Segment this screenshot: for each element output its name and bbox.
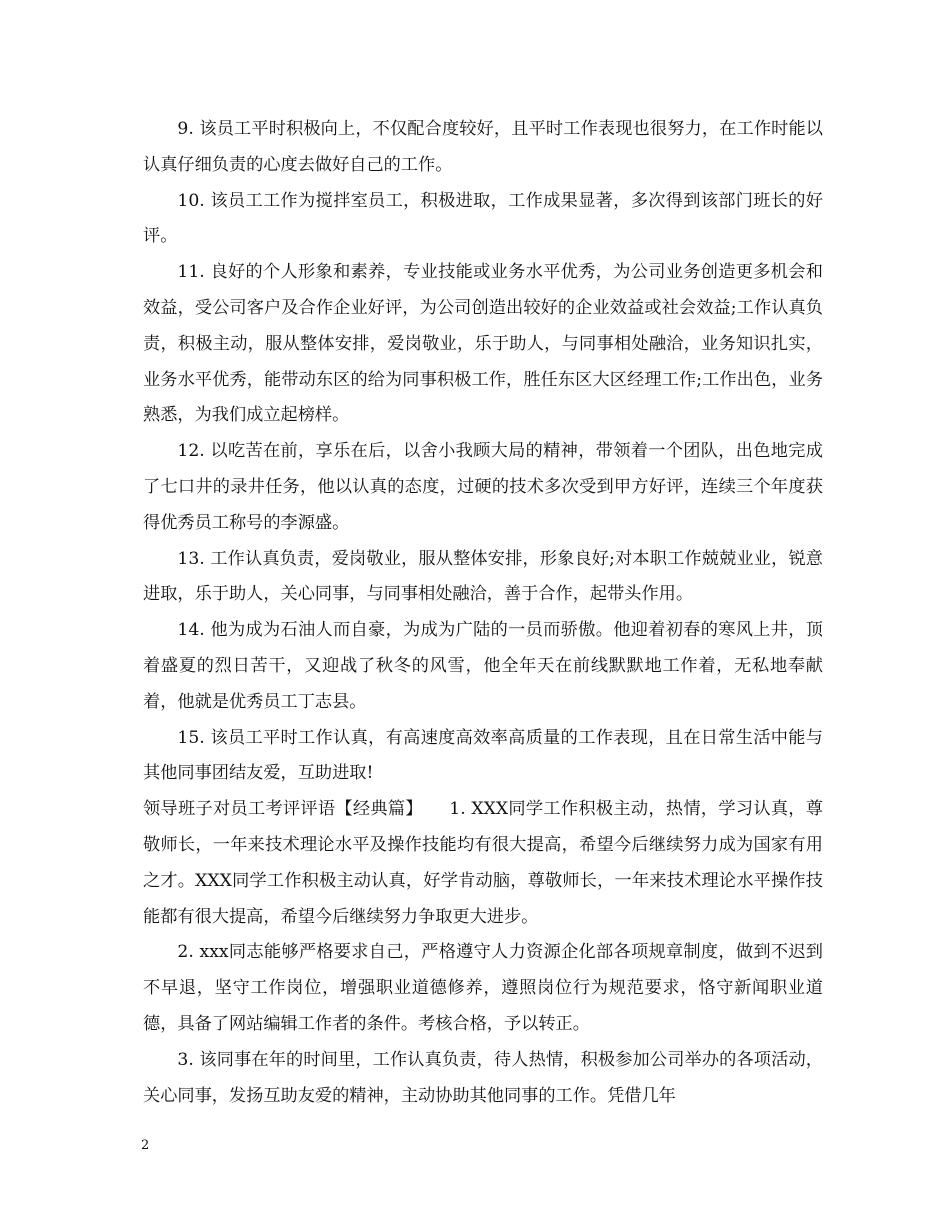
page-number: 2 — [141, 1138, 150, 1153]
paragraph-item-10: 10. 该员工工作为搅拌室员工，积极进取，工作成果显著，多次得到该部门班长的好评。 — [143, 190, 823, 247]
paragraph-item-11: 11. 良好的个人形象和素养，专业技能或业务水平优秀，为公司业务创造更多机会和效益，受公司客户及合作企业好评，为公司创造出较好的企业效益或社会效益;工作认真负责，积极主动，服从整体安排，爱岗敬业，乐于助人，与同事相处融洽，业务知识扎实，业务水平优秀，能带动东区的给为同事积极工作，胜任东区大区经理工作;工作出色，业务熟悉，为我们成立起榜样。 — [143, 262, 823, 426]
paragraph-item-12: 12. 以吃苦在前，享乐在后，以舍小我顾大局的精神，带领着一个团队，出色地完成了七口井的录井任务，他以认真的态度，过硬的技术多次受到甲方好评，连续三个年度获得优秀员工称号的李源盛。 — [143, 441, 823, 533]
paragraph-item-13: 13. 工作认真负责，爱岗敬业，服从整体安排，形象良好;对本职工作兢兢业业，锐意进取，乐于助人，关心同事，与同事相处融洽，善于合作，起带头作用。 — [143, 548, 823, 605]
document-body — [143, 112, 823, 1114]
paragraph-item-9: 9. 该员工平时积极向上，不仅配合度较好，且平时工作表现也很努力，在工作时能以认真仔细负责的心度去做好自己的工作。 — [143, 119, 823, 175]
section-heading-with-item-1: 领导班子对员工考评评语【经典篇】 1. XXX同学工作积极主动，热情，学习认真，尊敬师长，一年来技术理论水平及操作技能均有很大提高，希望今后继续努力成为国家有用之才。XXX同学工作积极主动认真，好学肯动脑，尊敬师长，一年来技术理论水平操作技能都有很大提高，希望今后继续努力争取更大进步。 — [143, 799, 823, 927]
paragraph-item-2: 2. xxx同志能够严格要求自己，严格遵守人力资源企化部各项规章制度，做到不迟到不早退，坚守工作岗位，增强职业道德修养，遵照岗位行为规范要求，恪守新闻职业道德，具备了网站编辑工作者的条件。考核合格，予以转正。 — [143, 942, 823, 1034]
paragraph-item-15: 15. 该员工平时工作认真，有高速度高效率高质量的工作表现，且在日常生活中能与其他同事团结友爱，互助进取! — [143, 727, 823, 784]
paragraph-item-3: 3. 该同事在年的时间里，工作认真负责，待人热情，积极参加公司举办的各项活动，关心同事，发扬互助友爱的精神，主动协助其他同事的工作。凭借几年 — [143, 1049, 823, 1106]
paragraph-item-14: 14. 他为成为石油人而自豪，为成为广陆的一员而骄傲。他迎着初春的寒风上井，顶着盛夏的烈日苦干，又迎战了秋冬的风雪，他全年天在前线默默地工作着，无私地奉献着，他就是优秀员工丁志县。 — [143, 620, 823, 712]
